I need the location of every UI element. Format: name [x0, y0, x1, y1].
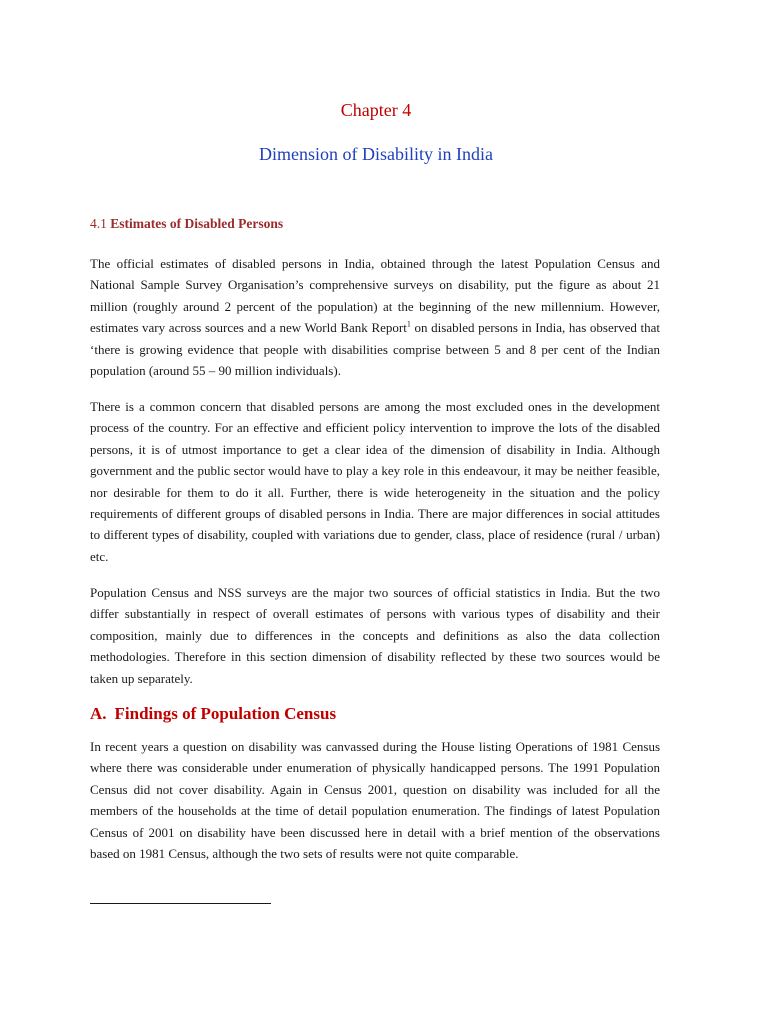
- paragraph-estimates-text-after: on disabled persons in India, has observed that ‘there is growing evidence that people with disabilities comprise between 5 and 8 per cent of the Indian population (around 55 – 90 million individuals).: [90, 320, 661, 379]
- section-a-letter: A.: [90, 704, 107, 723]
- paragraph-concern: There is a common concern that disabled persons are among the most excluded ones in the development process of the country. For an effective and efficient policy intervention to improve the lots of the disabled persons, it is of utmost importance to get a clear idea of the dimension of disability in India. Although government and the public sector would have to play a key role in this endeavour, it may be neither feasible, nor desirable for them to do it all. Further, there is wide heterogeneity in the situation and the policy requirements of different groups of disabled persons in India. There are major differences in social attitudes to different types of disability, coupled with variations due to gender, class, place of residence (rural / urban) etc.: [90, 399, 660, 564]
- paragraph-sources: Population Census and NSS surveys are the major two sources of official statistics in India. But the two differ substantially in respect of overall estimates of persons with various types of disability and their composition, mainly due to differences in the concepts and definitions as also the data collection methodologies. Therefore in this section dimension of disability reflected by these two sources would be taken up separately.: [90, 585, 660, 686]
- paragraph-estimates: [90, 253, 660, 381]
- chapter-heading: Chapter 4: [340, 100, 412, 120]
- section-a-heading: [90, 704, 336, 724]
- footnote-separator: [90, 903, 271, 904]
- paragraph-census-findings: In recent years a question on disability was canvassed during the House listing Operations of 1981 Census where there was considerable under enumeration of physically handicapped persons. The 1991 Population Census did not cover disability. Again in Census 2001, question on disability was included for all the members of the households at the time of detail population enumeration. The findings of latest Population Census of 2001 on disability have been discussed here in detail with a brief mention of the observations based on 1981 Census, although the two sets of results were not quite comparable.: [90, 739, 660, 862]
- subsection-heading: [90, 216, 283, 232]
- footnote-reference[interactable]: 1: [406, 319, 411, 329]
- subsection-label: Estimates of Disabled Persons: [110, 216, 284, 231]
- chapter-title: Dimension of Disability in India: [259, 144, 493, 164]
- paragraph-estimates-text-before: The official estimates of disabled persons in India, obtained through the latest Population Census and National Sample Survey Organisation’s comprehensive surveys on disability, put the figure as about 21 million (roughly around 2 percent of the population) at the beginning of the new millennium. However, estimates vary across sources and a new World Bank Report: [90, 256, 660, 336]
- section-a-label: Findings of Population Census: [114, 704, 337, 723]
- subsection-number: 4.1: [90, 216, 107, 231]
